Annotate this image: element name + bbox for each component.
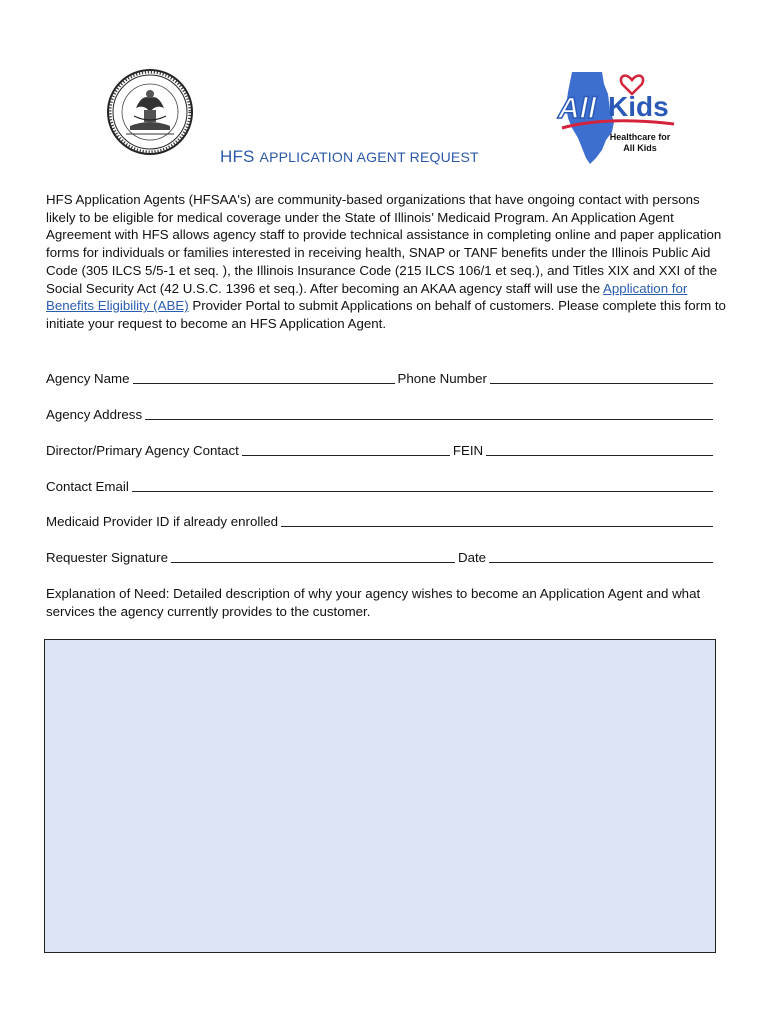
requester-signature-label: Requester Signature xyxy=(46,550,168,565)
title-hfs: HFS xyxy=(220,147,255,166)
agency-name-field[interactable] xyxy=(133,370,395,384)
intro-paragraph: HFS Application Agents (HFSAA's) are community-based organizations that have ongoing contact with persons likely to be eligible for medical coverage under the State of Illinois’ Medicaid Program. An Application Agent Agreement with HFS allows agency staff to provide technical assistance in completing online and paper application forms for individuals or families interested in receiving health, SNAP or TANF benefits under the Illinois Public Aid Code (305 ILCS 5/5-1 et seq. ), the Illinois Insurance Code (215 ILCS 106/1 et seq.), and Titles XIX and XXI of the Social Security Act (42 U.S.C. 1396 et seq.). After becoming an AKAA agency staff will use the Application for Benefits Eligibility (ABE) Provider Portal to submit Applications on behalf of customers. Please complete this form to initiate your request to become an HFS Application Agent. xyxy=(46,192,726,331)
row-director xyxy=(46,442,716,459)
date-label: Date xyxy=(457,550,487,565)
agency-address-label: Agency Address xyxy=(46,407,143,422)
director-label: Director/Primary Agency Contact xyxy=(46,443,239,458)
abe-provider-portal-link[interactable]: Application for Benefits Eligibility (ABE) xyxy=(46,280,688,314)
row-agency-address xyxy=(46,406,716,423)
logo-tagline: Healthcare for All Kids xyxy=(609,132,671,153)
date-field[interactable] xyxy=(489,549,713,563)
row-signature xyxy=(46,549,716,566)
phone-number-label: Phone Number xyxy=(397,371,487,386)
document-title xyxy=(220,147,479,167)
row-medicaid-id xyxy=(46,513,716,530)
medicaid-provider-id-label: Medicaid Provider ID if already enrolled xyxy=(46,514,279,529)
svg-text:Kids: Kids xyxy=(608,91,669,122)
row-contact-email xyxy=(46,478,716,495)
fein-label: FEIN xyxy=(452,443,484,458)
contact-email-field[interactable] xyxy=(132,478,713,492)
agency-name-label: Agency Name xyxy=(46,371,130,386)
contact-email-label: Contact Email xyxy=(46,479,129,494)
illinois-state-seal xyxy=(106,68,194,156)
requester-signature-field[interactable] xyxy=(171,549,455,563)
title-rest: APPLICATION AGENT REQUEST xyxy=(259,149,479,165)
director-field[interactable] xyxy=(242,442,450,456)
agency-address-field[interactable] xyxy=(145,406,713,420)
svg-text:All: All xyxy=(558,92,597,125)
explanation-of-need-text: Explanation of Need: Detailed description of why your agency wishes to become an Application Agent and what services the agency currently provides to the customer. xyxy=(46,586,701,619)
explanation-of-need-textbox[interactable] xyxy=(44,639,716,953)
phone-number-field[interactable] xyxy=(490,370,713,384)
fein-field[interactable] xyxy=(486,442,713,456)
medicaid-provider-id-field[interactable] xyxy=(281,513,713,527)
row-agency-name xyxy=(46,370,716,387)
